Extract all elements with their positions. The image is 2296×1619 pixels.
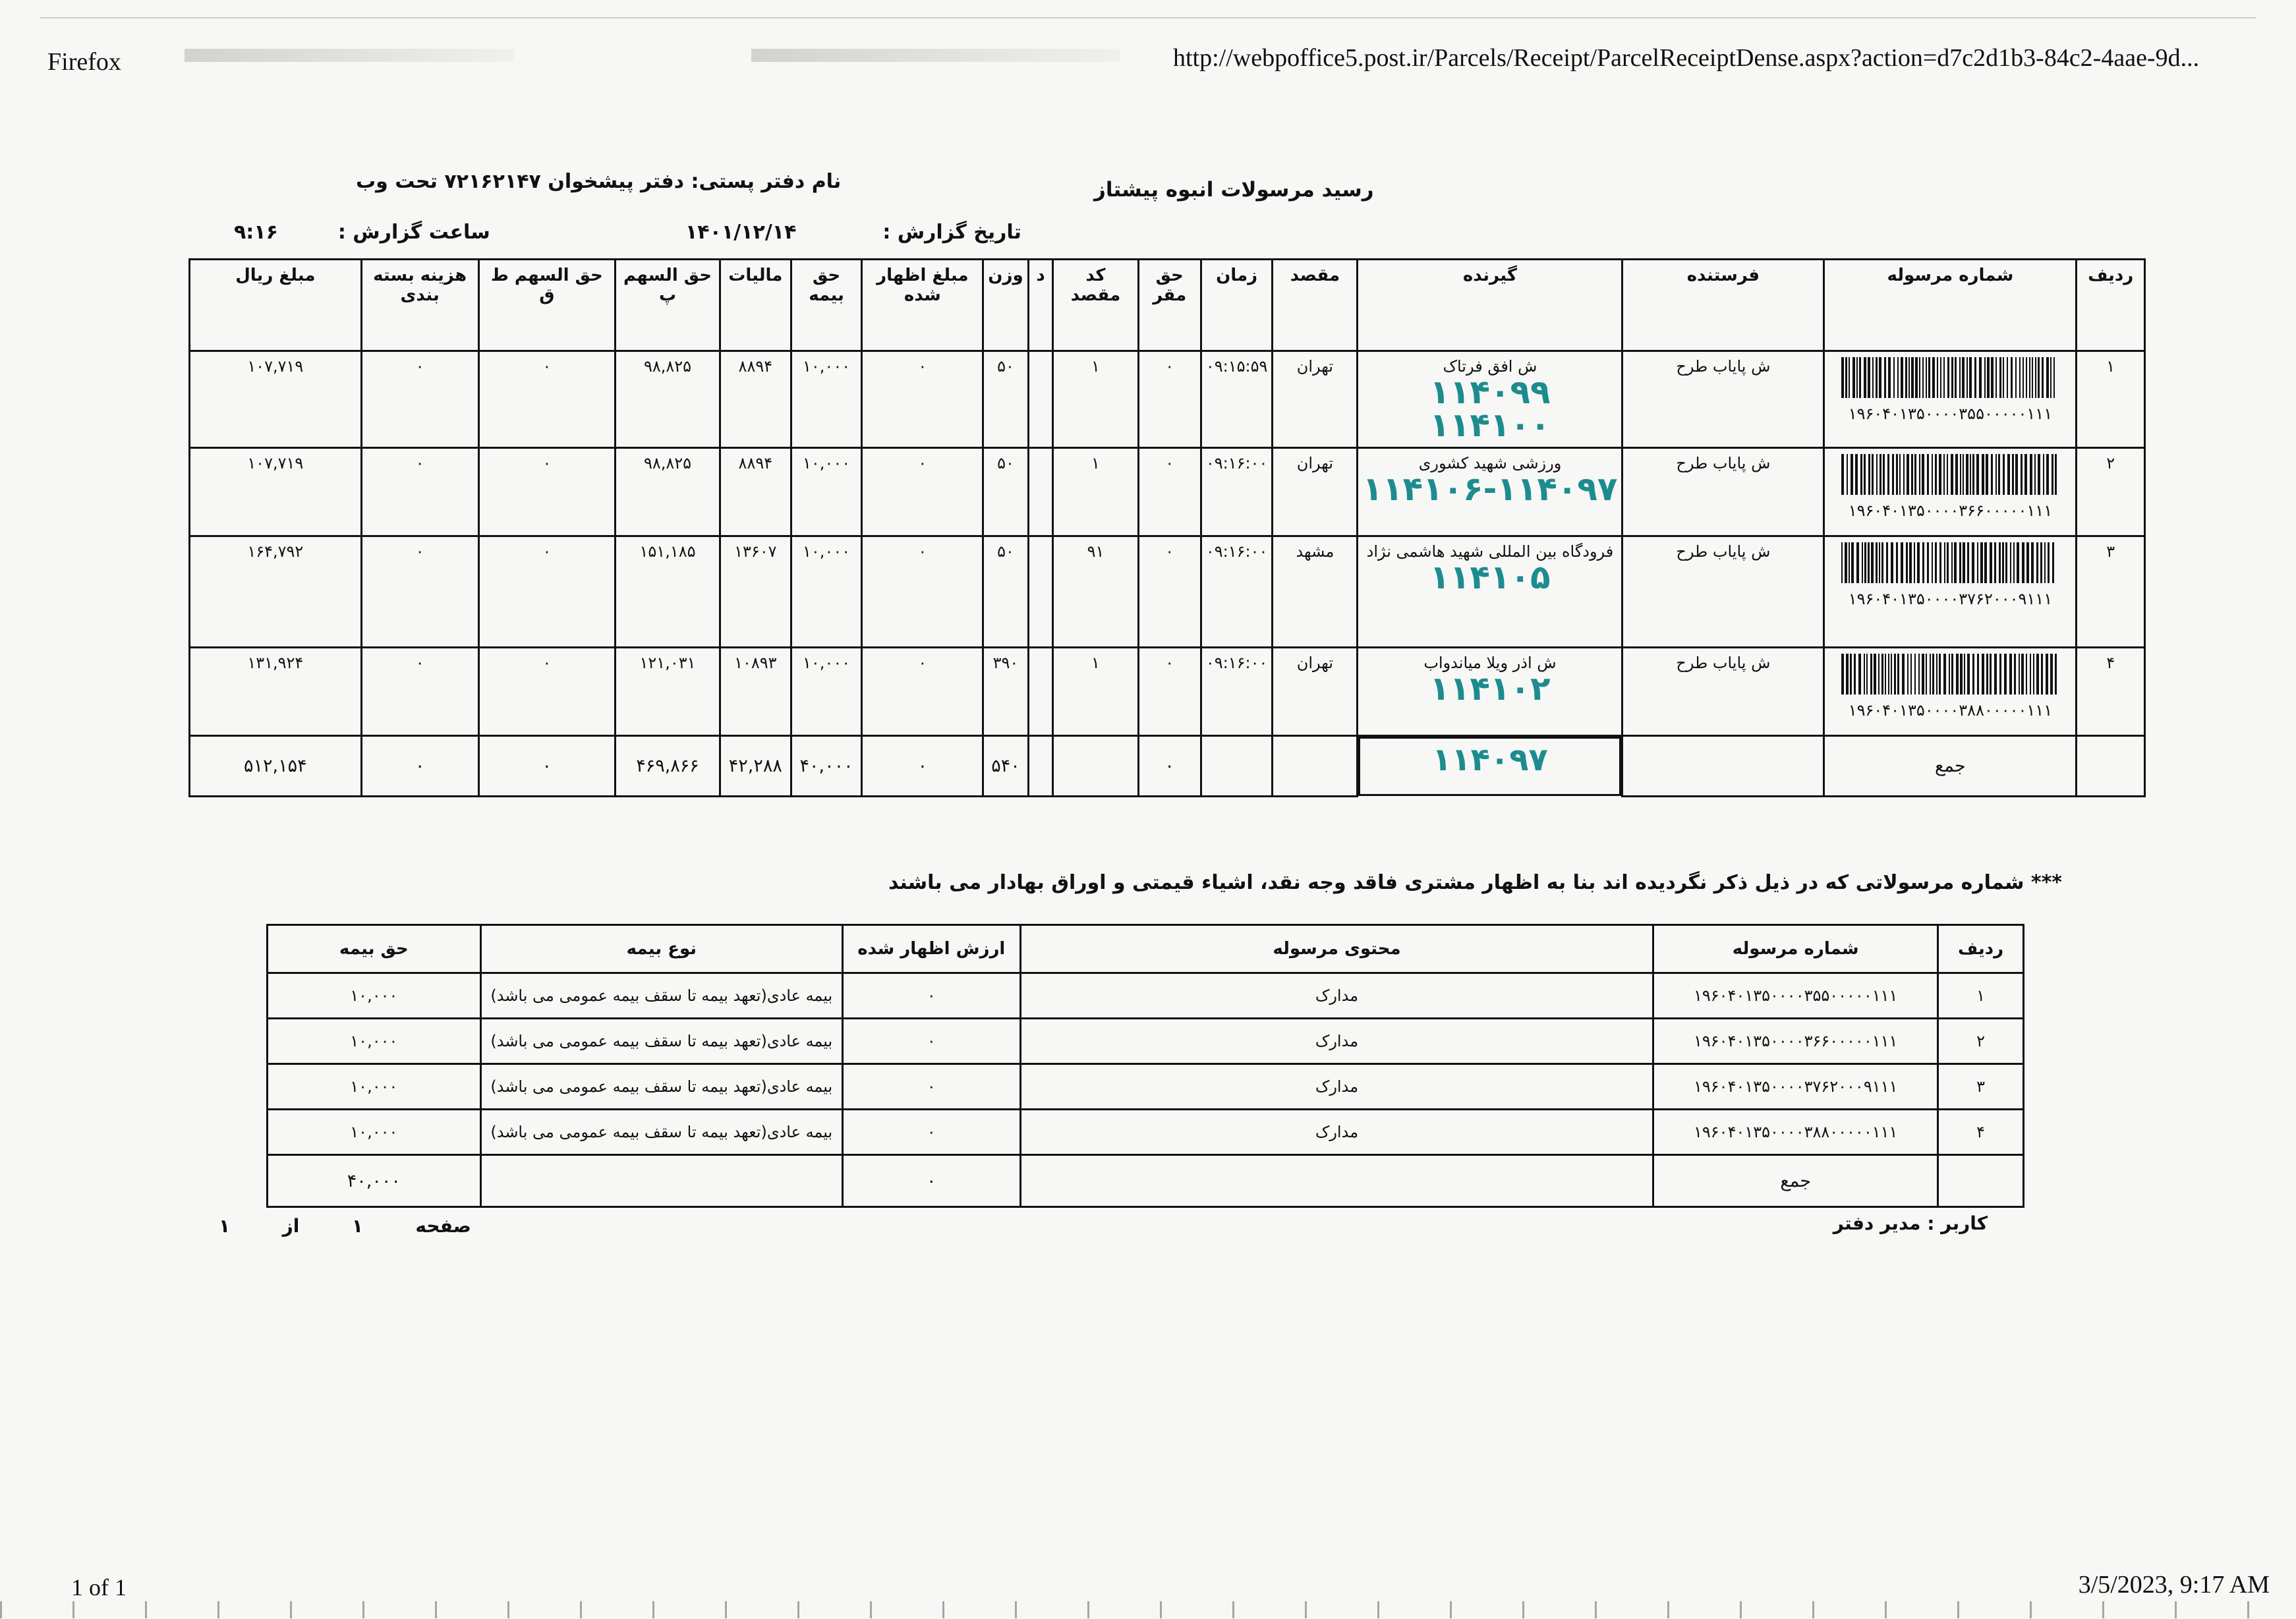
cell-tax: ۸۸۹۴ (720, 351, 791, 448)
column-header: فرستنده (1622, 260, 1824, 351)
column-header: حق بیمه (268, 925, 481, 973)
tracking-number: ۱۹۶۰۴۰۱۳۵۰۰۰۰۳۵۵۰۰۰۰۰۱۱۱ (1848, 405, 2053, 423)
cell-declared: ۰ (862, 536, 983, 648)
receiver-name: فرودگاه بین المللی شهید هاشمی نژاد (1366, 542, 1614, 561)
cell-n: ۱ (1938, 973, 2024, 1019)
cell-amount: ۱۰۷,۷۱۹ (190, 448, 362, 536)
barcode-image (1841, 357, 2059, 398)
column-header: شماره مرسوله (1653, 925, 1938, 973)
cell-n: ۲ (2077, 448, 2145, 536)
total-tracking: جمع (1653, 1155, 1938, 1207)
total-weight: ۵۴۰ (983, 736, 1028, 797)
cell-n: ۳ (2077, 536, 2145, 648)
total-content (1020, 1155, 1653, 1207)
total-tax: ۴۲,۲۸۸ (720, 736, 791, 797)
report-time-label: ساعت گزارش : (337, 221, 490, 244)
cell-n: ۳ (1938, 1064, 2024, 1110)
total-code (1053, 736, 1138, 797)
table-row (268, 1019, 2024, 1064)
office-line (356, 170, 841, 193)
page-of-label: از (282, 1215, 300, 1237)
column-header: ردیف (2077, 260, 2145, 351)
report-date-label: تاریخ گزارش : (882, 221, 1021, 244)
column-header: مالیات (720, 260, 791, 351)
insurance-table (266, 924, 2024, 1208)
cell-maqar: ۰ (1138, 536, 1201, 648)
total-row (190, 736, 2145, 797)
page-url[interactable]: http://webpoffice5.post.ir/Parcels/Receipt/ParcelReceiptDense.aspx?action=d7c2d1b3-84c2-4aae-9d... (1173, 44, 2200, 72)
cell-content: مدارک (1020, 1064, 1653, 1110)
cell-amount: ۱۳۱,۹۲۴ (190, 648, 362, 736)
cell-time: ۰۹:۱۶:۰۰ (1201, 648, 1273, 736)
office-label: نام دفتر پستی: (691, 170, 842, 193)
cell-type: بیمه عادی(تعهد بیمه تا سقف بیمه عمومی می باشد) (480, 973, 842, 1019)
tracking-number: ۱۹۶۰۴۰۱۳۵۰۰۰۰۳۶۶۰۰۰۰۰۱۱۱ (1848, 501, 2053, 520)
cell-amount: ۱۶۴,۷۹۲ (190, 536, 362, 648)
receiver-name: ش افق فرتاک (1443, 357, 1537, 376)
column-header: حق مقر (1138, 260, 1201, 351)
barcode-image (1841, 542, 2059, 583)
cell-type: بیمه عادی(تعهد بیمه تا سقف بیمه عمومی می باشد) (480, 1064, 842, 1110)
receiver-name: ورزشی شهید کشوری (1418, 454, 1562, 472)
cell-tax: ۸۸۹۴ (720, 448, 791, 536)
cell-maqar: ۰ (1138, 448, 1201, 536)
tracking-number: ۱۹۶۰۴۰۱۳۵۰۰۰۰۳۸۸۰۰۰۰۰۱۱۱ (1848, 701, 2053, 720)
total-share_p: ۴۶۹,۸۶۶ (616, 736, 720, 797)
cell-tracking: ۱۹۶۰۴۰۱۳۵۰۰۰۰۳۵۵۰۰۰۰۰۱۱۱ (1653, 973, 1938, 1019)
total-d (1028, 736, 1053, 797)
cell-tax: ۱۳۶۰۷ (720, 536, 791, 648)
cell-share_tq: ۰ (478, 536, 616, 648)
column-header: حق بیمه (791, 260, 862, 351)
report-time: ۹:۱۶ (234, 221, 278, 244)
cell-weight: ۳۹۰ (983, 648, 1028, 736)
cell-dest: تهران (1273, 648, 1358, 736)
cell-sender: ش پایاب طرح (1622, 536, 1824, 648)
cell-pack: ۰ (361, 448, 478, 536)
cell-share_p: ۱۵۱,۱۸۵ (616, 536, 720, 648)
cell-d (1028, 536, 1053, 648)
cell-sender: ش پایاب طرح (1622, 448, 1824, 536)
cell-time: ۰۹:۱۶:۰۰ (1201, 448, 1273, 536)
cell-share_p: ۹۸,۸۲۵ (616, 448, 720, 536)
cell-insurance: ۱۰,۰۰۰ (791, 351, 862, 448)
total-time (1201, 736, 1273, 797)
cell-tax: ۱۰۸۹۳ (720, 648, 791, 736)
cell-sender: ش پایاب طرح (1622, 648, 1824, 736)
receiver-cell (1358, 448, 1622, 536)
column-header: هزینه بسته بندی (361, 260, 478, 351)
office-name: دفتر پیشخوان ۷۲۱۶۲۱۴۷ تحت وب (356, 170, 685, 193)
cell-dest: تهران (1273, 351, 1358, 448)
tracking-cell (1824, 351, 2077, 448)
parcels-table (188, 258, 2146, 797)
cell-time: ۰۹:۱۵:۵۹ (1201, 351, 1273, 448)
cell-share_p: ۱۲۱,۰۳۱ (616, 648, 720, 736)
handwritten-note: ۱۱۴۱۰۲ (1429, 669, 1551, 708)
column-header: گیرنده (1358, 260, 1622, 351)
handwritten-note: ۱۱۴۱۰۶-۱۱۴۰۹۷ (1362, 470, 1618, 508)
cell-tracking: ۱۹۶۰۴۰۱۳۵۰۰۰۰۳۶۶۰۰۰۰۰۱۱۱ (1653, 1019, 1938, 1064)
cell-fee: ۱۰,۰۰۰ (268, 973, 481, 1019)
browser-name: Firefox (47, 48, 121, 76)
total-receiver: ۱۱۴۰۹۷ (1358, 737, 1621, 796)
page-total: ۱ (219, 1215, 231, 1237)
column-header: ردیف (1938, 925, 2024, 973)
handwritten-note: ۱۱۴۰۹۹ (1429, 373, 1551, 411)
cell-code: ۱ (1053, 351, 1138, 448)
column-header: حق السهم پ (616, 260, 720, 351)
page-indicator (219, 1215, 471, 1237)
scan-edge (0, 1601, 2296, 1618)
total-insurance: ۴۰,۰۰۰ (791, 736, 862, 797)
cell-sender: ش پایاب طرح (1622, 351, 1824, 448)
cell-maqar: ۰ (1138, 648, 1201, 736)
total-dest (1273, 736, 1358, 797)
cell-n: ۴ (2077, 648, 2145, 736)
cell-d (1028, 351, 1053, 448)
cell-code: ۹۱ (1053, 536, 1138, 648)
table-row (190, 648, 2145, 736)
cell-content: مدارک (1020, 1019, 1653, 1064)
report-time-line (234, 221, 490, 244)
receiver-cell (1358, 648, 1622, 736)
cell-weight: ۵۰ (983, 351, 1028, 448)
table-row (268, 1064, 2024, 1110)
cell-declared: ۰ (842, 1019, 1020, 1064)
cell-content: مدارک (1020, 973, 1653, 1019)
cell-type: بیمه عادی(تعهد بیمه تا سقف بیمه عمومی می باشد) (480, 1110, 842, 1155)
column-header: مبلغ ریال (190, 260, 362, 351)
barcode-image (1841, 654, 2059, 695)
table-row (190, 351, 2145, 448)
receiver-name: ش اذر ویلا میاندواب (1423, 654, 1557, 672)
cell-tracking: ۱۹۶۰۴۰۱۳۵۰۰۰۰۳۷۶۲۰۰۰۹۱۱۱ (1653, 1064, 1938, 1110)
report-date-line (685, 221, 1021, 244)
cell-n: ۱ (2077, 351, 2145, 448)
cell-fee: ۱۰,۰۰۰ (268, 1019, 481, 1064)
table-row (268, 973, 2024, 1019)
cell-share_tq: ۰ (478, 448, 616, 536)
print-page-count: 1 of 1 (71, 1574, 127, 1601)
cell-share_tq: ۰ (478, 351, 616, 448)
column-header: شماره مرسوله (1824, 260, 2077, 351)
total-declared: ۰ (862, 736, 983, 797)
cell-share_tq: ۰ (478, 648, 616, 736)
cell-declared: ۰ (842, 973, 1020, 1019)
print-timestamp: 3/5/2023, 9:17 AM (2078, 1571, 2270, 1599)
page-number: ۱ (351, 1215, 363, 1237)
cell-insurance: ۱۰,۰۰۰ (791, 448, 862, 536)
table-row (190, 536, 2145, 648)
barcode-image (1841, 454, 2059, 495)
cell-d (1028, 448, 1053, 536)
cell-dest: تهران (1273, 448, 1358, 536)
cell-code: ۱ (1053, 648, 1138, 736)
table-header-row (190, 260, 2145, 351)
cell-type: بیمه عادی(تعهد بیمه تا سقف بیمه عمومی می باشد) (480, 1019, 842, 1064)
cell-n: ۴ (1938, 1110, 2024, 1155)
total-n (1938, 1155, 2024, 1207)
column-header: مبلغ اظهار شده (862, 260, 983, 351)
total-sender (1622, 736, 1824, 797)
table-row (268, 1110, 2024, 1155)
disclaimer-note: *** شماره مرسولاتی که در ذیل ذکر نگردیده اند بنا به اظهار مشتری فاقد وجه نقد، اشیاء قیمتی و اوراق بهادار می باشند (888, 871, 2062, 894)
cell-tracking: ۱۹۶۰۴۰۱۳۵۰۰۰۰۳۸۸۰۰۰۰۰۱۱۱ (1653, 1110, 1938, 1155)
tracking-number: ۱۹۶۰۴۰۱۳۵۰۰۰۰۳۷۶۲۰۰۰۹۱۱۱ (1848, 590, 2053, 608)
column-header: نوع بیمه (480, 925, 842, 973)
total-type (480, 1155, 842, 1207)
cell-insurance: ۱۰,۰۰۰ (791, 536, 862, 648)
receiver-cell (1358, 351, 1622, 448)
handwritten-note: ۱۱۴۱۰۰ (1429, 406, 1551, 444)
tracking-cell (1824, 536, 2077, 648)
page-label: صفحه (415, 1215, 471, 1237)
total-maqar: ۰ (1138, 736, 1201, 797)
cell-declared: ۰ (862, 648, 983, 736)
scan-noise (751, 49, 1120, 62)
report-date: ۱۴۰۱/۱۲/۱۴ (685, 221, 797, 244)
tracking-cell (1824, 648, 2077, 736)
cell-declared: ۰ (842, 1064, 1020, 1110)
total-pack: ۰ (361, 736, 478, 797)
total-row (268, 1155, 2024, 1207)
total-amount: ۵۱۲,۱۵۴ (190, 736, 362, 797)
total-share_tq: ۰ (478, 736, 616, 797)
cell-declared: ۰ (862, 351, 983, 448)
column-header: د (1028, 260, 1053, 351)
cell-amount: ۱۰۷,۷۱۹ (190, 351, 362, 448)
table-row (190, 448, 2145, 536)
total-n (2077, 736, 2145, 797)
receiver-cell (1358, 536, 1622, 648)
total-tracking: جمع (1824, 736, 2077, 797)
cell-pack: ۰ (361, 648, 478, 736)
cell-declared: ۰ (842, 1110, 1020, 1155)
cell-time: ۰۹:۱۶:۰۰ (1201, 536, 1273, 648)
receipt-title: رسید مرسولات انبوه پیشتاز (1094, 178, 1374, 202)
tracking-cell (1824, 448, 2077, 536)
scan-noise (185, 49, 514, 62)
column-header: زمان (1201, 260, 1273, 351)
column-header: وزن (983, 260, 1028, 351)
scan-edge (40, 17, 2256, 18)
cell-weight: ۵۰ (983, 536, 1028, 648)
cell-d (1028, 648, 1053, 736)
column-header: ارزش اظهار شده (842, 925, 1020, 973)
cell-content: مدارک (1020, 1110, 1653, 1155)
cell-fee: ۱۰,۰۰۰ (268, 1064, 481, 1110)
cell-pack: ۰ (361, 536, 478, 648)
table-header-row (268, 925, 2024, 973)
cell-dest: مشهد (1273, 536, 1358, 648)
column-header: محتوی مرسوله (1020, 925, 1653, 973)
column-header: حق السهم ط ق (478, 260, 616, 351)
column-header: کد مقصد (1053, 260, 1138, 351)
handwritten-note: ۱۱۴۱۰۵ (1429, 558, 1551, 596)
cell-share_p: ۹۸,۸۲۵ (616, 351, 720, 448)
cell-insurance: ۱۰,۰۰۰ (791, 648, 862, 736)
cell-weight: ۵۰ (983, 448, 1028, 536)
cell-fee: ۱۰,۰۰۰ (268, 1110, 481, 1155)
user-label: کاربر : مدیر دفتر (1833, 1212, 1988, 1234)
cell-n: ۲ (1938, 1019, 2024, 1064)
column-header: مقصد (1273, 260, 1358, 351)
total-fee: ۴۰,۰۰۰ (268, 1155, 481, 1207)
cell-code: ۱ (1053, 448, 1138, 536)
total-declared: ۰ (842, 1155, 1020, 1207)
cell-maqar: ۰ (1138, 351, 1201, 448)
cell-pack: ۰ (361, 351, 478, 448)
cell-declared: ۰ (862, 448, 983, 536)
